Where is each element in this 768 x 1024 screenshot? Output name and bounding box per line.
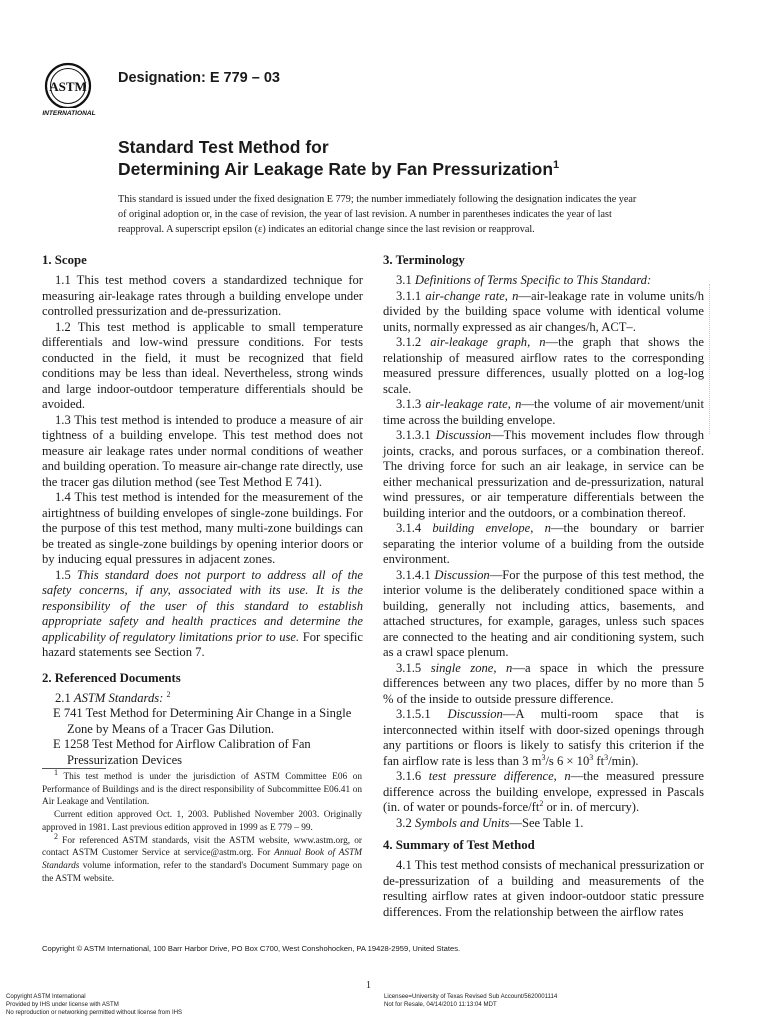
- term: air-change rate, n: [425, 288, 519, 303]
- term: air-leakage graph, n: [430, 335, 546, 349]
- para-italic: Symbols and Units: [414, 815, 510, 830]
- paragraph-1-5: [42, 568, 363, 661]
- para-num: 3.1.5.1: [396, 707, 431, 721]
- para-num: 3.1: [396, 273, 412, 287]
- footnote-marker: 1: [54, 767, 58, 777]
- margin-marks: [709, 284, 714, 434]
- para-num: 3.1.5: [396, 660, 422, 675]
- footnote-text: For referenced ASTM standards, visit the ASTM website, www.astm.org, or contact ASTM Customer Service at service@astm.org. For: [42, 835, 362, 859]
- superscript: 2: [539, 798, 544, 808]
- definition: —the graph that shows the relationship of measured airflow rates to the corresponding measured pressure differences, usually plotted on a log-log scale.: [383, 335, 704, 396]
- para-num: 3.1.3: [396, 397, 422, 411]
- para-num: 3.1.4: [396, 521, 422, 535]
- right-column: [383, 253, 704, 920]
- paragraph-3-2: [383, 816, 704, 832]
- footnote-text: volume information, refer to the standard's Document Summary page on the ASTM website.: [42, 860, 362, 884]
- paragraph-1-1: 1.1 This test method covers a standardized technique for measuring air-leakage rates through a building envelope under controlled pressurization and de-pressurization.: [42, 273, 363, 318]
- title-line-2-text: Determining Air Leakage Rate by Fan Pressurization: [118, 159, 554, 179]
- definition: —air-leakage rate in volume units/h divided by the building space volume with identical volume units, normally expressed as air changes/h, ACT–.: [383, 288, 704, 334]
- section-heading-referenced-documents: 2. Referenced Documents: [42, 670, 181, 685]
- paragraph-2-1: [42, 691, 363, 707]
- definition: —the boundary or barrier separating the interior volume of a building from the outside environment.: [383, 521, 704, 566]
- term: test pressure difference, n: [428, 769, 571, 783]
- definition: /min).: [608, 753, 639, 768]
- term: Discussion: [434, 567, 490, 582]
- license-line: Copyright ASTM International: [6, 993, 86, 1000]
- paragraph-1-2: 1.2 This test method is applicable to small temperature differentials and low-wind pressure conditions. For tests conducted in the field, it must be recognized that field conditions may be less than ideal. Nevertheless, strong winds and large indoor-outdoor temperature differentials should be avoided.: [42, 319, 363, 411]
- astm-standards-label: ASTM Standards:: [73, 690, 164, 705]
- license-line: Provided by IHS under license with ASTM: [6, 1001, 119, 1008]
- intro-paragraph: This standard is issued under the fixed designation E 779; the number immediately following the designation indicates the year of original adoption or, in the case of revision, the year of last revision. A number in parentheses indicates the year of last reapproval. A superscript epsilon (ε) indicates an editorial change since the last revision or reapproval.: [118, 194, 637, 235]
- left-column: [42, 253, 363, 768]
- license-line: Licensee=University of Texas Revised Sub Account/5620001114: [384, 993, 558, 1000]
- license-info-right: [384, 993, 557, 1009]
- definition: —the volume of air movement/unit time across the building envelope.: [383, 397, 705, 427]
- footnote-ref-2: 2: [166, 689, 171, 699]
- definition: ft: [593, 753, 605, 768]
- paragraph-4-1: 4.1 This test method consists of mechanical pressurization or de-pressurization of a building and measurements of the resulting airflow rates at given indoor-outdoor static pressure differences. From the relationship between the airflow rates: [383, 858, 704, 919]
- para-text: —See Table 1.: [509, 815, 584, 830]
- license-info-left: [6, 993, 182, 1017]
- term: building envelope, n: [432, 521, 551, 535]
- logo-subtext: INTERNATIONAL: [42, 110, 96, 117]
- designation: Designation: E 779 – 03: [118, 70, 280, 86]
- logo-text: ASTM: [49, 79, 87, 94]
- definition: —A multi-room space that is interconnected within itself with door-sized openings through any partitions or floors is likely to satisfy this criterion if the fan airflow rate is less than 3 m: [383, 707, 704, 768]
- definition: or in. of mercury).: [543, 800, 640, 814]
- document-title: [118, 136, 559, 180]
- definition-air-change-rate: [383, 289, 704, 336]
- para-italic: Definitions of Terms Specific to This Standard:: [414, 273, 652, 287]
- paragraph-1-3: 1.3 This test method is intended to produce a measure of air tightness of a building envelope. This test method does not measure air leakage rates under normal conditions of weather and building operation. To measure air-change rate directly, use the tracer gas dilution method (see Test Method E 741).: [42, 412, 363, 489]
- definition: /s 6 × 10: [545, 753, 590, 768]
- footnote-2: [42, 831, 362, 886]
- title-line-2: [118, 158, 559, 180]
- footnote-italic: Annual Book of ASTM Standards: [42, 848, 362, 871]
- para-text: For specific hazard statements see Section 7.: [42, 629, 363, 659]
- footnote-1-edition: Current edition approved Oct. 1, 2003. Published November 2003. Originally approved in 1981. Last previous edition approved in 1999 as E 779 – 99.: [42, 810, 362, 833]
- section-heading-scope: 1. Scope: [42, 253, 87, 267]
- term: single zone, n: [430, 660, 513, 675]
- para-num: 3.2: [396, 815, 412, 830]
- title-footnote-ref: 1: [553, 159, 560, 172]
- para-num: 2.1: [55, 690, 71, 705]
- footnote-marker: 2: [54, 831, 58, 841]
- footnote-1: [42, 767, 363, 809]
- para-num: 3.1.2: [396, 335, 422, 349]
- definition-air-leakage-rate: [383, 397, 704, 428]
- footnotes: [42, 767, 363, 885]
- paragraph-1-4: 1.4 This test method is intended for the measurement of the airtightness of building envelopes of single-zone buildings. For the purpose of this test method, many multi-zone buildings can be treated as single-zone buildings by opening interior doors or by inducing equal pressures in adjacent zones.: [42, 490, 363, 566]
- definition: —This movement includes flow through joints, cracks, and porous surfaces, or a combination thereof. The driving force for such an air leakage, in service can be either mechanical pressurization and de-pressurization, natural wind pressures, or air temperature differentials between the building interior and the outdoors, or a combination thereof.: [383, 428, 704, 520]
- discussion-3-1-4-1: [383, 568, 704, 661]
- superscript: 3: [604, 752, 609, 762]
- definition-single-zone: [383, 661, 704, 708]
- para-num: 3.1.4.1: [396, 567, 431, 582]
- footnote-text: This test method is under the jurisdiction of ASTM Committee E06 on Performance of Buildings and is the direct responsibility of Subcommittee E06.41 on Air Leakage and Ventilation.: [42, 772, 363, 808]
- definition-building-envelope: [383, 521, 704, 568]
- page-number: 1: [366, 980, 371, 991]
- definition: —the measured pressure difference across the building envelope, expressed in Pascals (in. of water or pounds-force/ft: [383, 769, 704, 814]
- section-heading-summary: 4. Summary of Test Method: [383, 838, 535, 852]
- reference-e741: E 741 Test Method for Determining Air Change in a Single Zone by Means of a Tracer Gas Dilution.: [53, 706, 352, 736]
- term: Discussion: [447, 707, 503, 721]
- safety-statement: This standard does not purport to address all of the safety concerns, if any, associated with its use. It is the responsibility of the user of this standard to establish appropriate safety and health practices and determine the applicability of regulatory limitations prior to use.: [42, 567, 363, 644]
- definition: —For the purpose of this test method, the interior volume is the deliberately conditioned space within a building, generally not including attics, basements, and attached structures, for example, garages, unless such spaces are connected to the heating and air conditioning system, such as a crawl space plenum.: [383, 567, 704, 659]
- astm-logo: [38, 62, 104, 120]
- definition-test-pressure-difference: [383, 769, 704, 816]
- footnote-divider: [42, 768, 106, 769]
- license-line: No reproduction or networking permitted without license from IHS: [6, 1009, 183, 1016]
- term: Discussion: [435, 428, 492, 442]
- paragraph-3-1: [383, 273, 704, 289]
- section-heading-terminology: 3. Terminology: [383, 253, 465, 267]
- definition-air-leakage-graph: [383, 335, 704, 397]
- para-num: 3.1.3.1: [396, 428, 431, 442]
- license-line: Not for Resale, 04/14/2010 11:13:04 MDT: [384, 1001, 497, 1008]
- reference-e1258: E 1258 Test Method for Airflow Calibration of Fan Pressurization Devices: [53, 737, 311, 767]
- para-num: 1.5: [55, 567, 71, 582]
- term: air-leakage rate, n: [425, 397, 522, 411]
- para-num: 3.1.1: [396, 288, 422, 303]
- definition: —a space in which the pressure differences between any two places, differ by no more than 5 % of the inside to outside pressure difference.: [383, 660, 704, 706]
- discussion-3-1-3-1: [383, 428, 704, 521]
- copyright-line: Copyright © ASTM International, 100 Barr Harbor Drive, PO Box C700, West Conshohocken, PA 19428-2959, United States.: [42, 944, 461, 953]
- superscript: 3: [541, 752, 546, 762]
- superscript: 3: [589, 752, 594, 762]
- title-line-1: Standard Test Method for: [118, 137, 329, 157]
- para-num: 3.1.6: [396, 769, 422, 783]
- discussion-3-1-5-1: [383, 707, 704, 769]
